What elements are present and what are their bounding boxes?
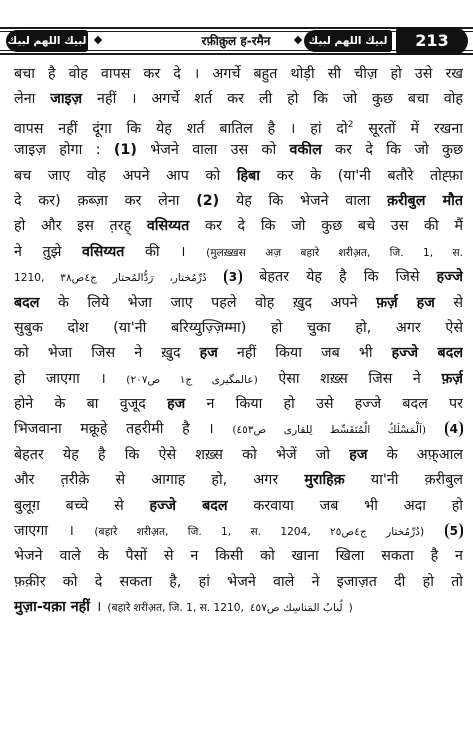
text-segment: कर के (या'नी बतौरे तोह्फ़ा: [260, 167, 463, 184]
text-segment: सूरतों में रखना: [353, 120, 463, 137]
line-text: [14, 214, 463, 239]
text-segment: भेजने वाले के पैसों से न किसी को खाना खिला सकता है न: [14, 548, 463, 565]
text-segment: बचा है वोह वापस कर दे । अगर्चे बहुत थोड़ी सी चीज़ हो उसे रख: [14, 66, 463, 82]
line-text: [14, 341, 463, 366]
text-segment: हो और इस त़रह्: [14, 218, 147, 235]
text-segment: या'नी क़रीबुल: [344, 472, 463, 489]
reference-citation: 1210,: [14, 272, 61, 285]
text-segment: हिबा: [236, 167, 261, 184]
line-text: [14, 316, 463, 341]
text-line: [14, 62, 463, 87]
text-line: [14, 544, 463, 569]
line-text: [14, 494, 463, 519]
text-segment: हज: [349, 446, 368, 463]
text-segment: (1): [113, 142, 137, 159]
text-segment: नहीं । अगर्चे शर्त कर ली हो कि जो कुछ बचा वोह: [82, 91, 463, 108]
text-segment: ऐसा शख़्स जिस ने: [257, 370, 442, 387]
text-segment: को भेजा जिस ने ख़ुद: [14, 345, 200, 362]
text-segment: करवाया जब भी अदा हो: [227, 497, 463, 514]
text-line: [14, 87, 463, 112]
text-line: [14, 164, 463, 189]
text-line: [14, 417, 463, 442]
reference-citation: ): [420, 526, 425, 539]
line-text: [14, 392, 463, 417]
text-segment: बेहतर येह है कि जिसे: [242, 269, 437, 286]
text-segment: की ।: [124, 243, 207, 260]
reference-citation: (बहारे शरीअ़त, जि. 1, स. 1204,: [94, 526, 331, 539]
header-right-tag-text: لبيك اللهم لبيك: [308, 35, 388, 47]
text-line: [14, 316, 463, 341]
text-segment: भिजवाना मक्रूहे तहरीमी है ।: [14, 421, 233, 438]
text-line: [14, 595, 463, 620]
text-segment: नहीं किया जब भी: [217, 345, 392, 362]
line-text: [14, 265, 463, 290]
text-segment: [207, 265, 224, 290]
text-line: [14, 468, 463, 493]
reference-citation: ): [348, 602, 353, 615]
text-segment: हो जाएगा ।: [14, 370, 127, 387]
text-segment: जाइज़: [50, 91, 83, 108]
header-right-tag: [304, 30, 392, 52]
line-text: [14, 138, 463, 163]
line-text: [14, 367, 463, 392]
line-text: [14, 291, 463, 316]
line-text: [14, 468, 463, 493]
text-segment: लेना: [14, 91, 51, 108]
text-segment: जाइज़ होगा :: [14, 142, 114, 159]
text-line: [14, 494, 463, 519]
line-text: [14, 164, 463, 189]
line-text: [14, 113, 463, 138]
text-segment: क़रीबुल मौत: [387, 192, 463, 209]
text-segment: वसिय्यत: [81, 243, 125, 260]
text-segment: बुलूग़ बच्चे से: [14, 497, 150, 514]
text-segment: कर दे कि जो कुछ: [321, 142, 463, 159]
text-segment: बेहतर येह है कि ऐसे शख़्स को भेजें जो: [14, 446, 350, 463]
text-segment: हज: [167, 396, 186, 413]
text-segment: 2: [347, 119, 354, 130]
header-left-tag: [6, 30, 88, 52]
text-segment: भेजने वाला उस को: [136, 142, 290, 159]
text-segment: और त़रीक़े से आगाह हो, अगर: [14, 472, 305, 489]
reference-citation: (मुलख़्ख़स अज़ बहारे शरीअ़त, जि. 1, स.: [206, 246, 463, 259]
text-segment: से: [434, 294, 463, 311]
text-segment: बच जाए वोह अपने आप को: [14, 167, 237, 184]
text-line: [14, 570, 463, 595]
reference-citation: دُرِّمُختار، رَدُّالمُحتار ج٤ص٣٨: [60, 272, 207, 285]
reference-citation: لُبابُ المَناسِك ص٤٥٧: [249, 602, 343, 615]
text-line: [14, 214, 463, 239]
ornament-icon: [294, 31, 302, 51]
text-line: [14, 519, 463, 544]
text-segment: हज्जे बदल: [391, 345, 463, 362]
text-segment: होने के बा वुजूद: [14, 396, 168, 413]
reference-citation: دُرِّمُختار ج٤ص٢٥: [330, 526, 420, 539]
text-segment: मुराहिक़: [304, 472, 345, 489]
rule-number-badge: 3: [224, 269, 242, 285]
line-text: [14, 189, 463, 214]
text-segment: [424, 519, 445, 544]
text-line: [14, 113, 463, 138]
text-line: [14, 265, 463, 290]
text-line: [14, 189, 463, 214]
text-segment: येह कि भेजने वाला: [219, 192, 388, 209]
text-segment: हज: [199, 345, 218, 362]
rule-number-badge: 5: [445, 523, 463, 539]
line-text: [14, 240, 463, 265]
text-segment: ने तुझे: [14, 243, 82, 260]
text-segment: वसिय्यत: [146, 218, 190, 235]
text-segment: [426, 417, 445, 442]
text-segment: के अफ़्आल: [367, 446, 463, 463]
text-segment: कर दे कि जो कुछ बचे उस की मैं: [189, 218, 463, 235]
line-text: [14, 570, 463, 595]
page-body: [14, 62, 463, 732]
line-text: [14, 62, 463, 87]
page-number: 213: [396, 27, 468, 55]
text-segment: वापस नहीं दूंगा कि येह शर्त बातिल है । हां दो: [14, 120, 348, 137]
text-segment: फ़क़ीर को दे सकता है, हां भेजने वाले ने इजाज़त दी हो तो: [14, 573, 463, 590]
text-segment: न किया हो उसे हज्जे बदल पर: [185, 396, 463, 413]
reference-citation: (اَلْمَسْلَكُ الْمُتَقَسِّط لِلقاری ص٤٥٣): [232, 424, 427, 437]
text-line: [14, 443, 463, 468]
line-text: [14, 519, 463, 544]
running-title: रफ़ीक़ुल ह-रमैन: [201, 34, 271, 48]
text-segment: वकील: [289, 142, 322, 159]
text-line: [14, 367, 463, 392]
text-segment: फ़र्ज़: [441, 370, 463, 387]
text-segment: दे कर) क़ब्ज़ा कर लेना: [14, 192, 197, 209]
text-segment: के लिये भेजा जाए पहले वोह ख़ुद अपने: [39, 294, 377, 311]
text-segment: बदल: [14, 294, 40, 311]
text-segment: ।: [95, 599, 102, 616]
ornament-icon: [94, 31, 102, 51]
text-segment: (2): [196, 192, 220, 209]
text-line: [14, 138, 463, 163]
text-segment: जाएगा ।: [14, 523, 95, 540]
page-header: [0, 0, 473, 60]
text-line: [14, 341, 463, 366]
reference-citation: (बहारे शरीअ़त, जि. 1, स. 1210,: [107, 602, 244, 615]
text-segment: सुबुक दोश (या'नी बरिय्युज़्ज़िम्मा) हो चुका हो, अगर ऐसे: [14, 319, 463, 336]
rule-number-badge: 4: [445, 421, 463, 437]
text-segment: फ़र्ज़ हज: [376, 294, 435, 311]
line-text: [14, 87, 463, 112]
text-line: [14, 291, 463, 316]
text-segment: मुज़ा-यक़ा नहीं: [14, 599, 90, 616]
text-line: [14, 392, 463, 417]
line-text: [14, 544, 463, 569]
line-text: [14, 417, 463, 442]
text-line: [14, 240, 463, 265]
text-segment: हज्जे: [436, 269, 463, 286]
text-segment: हज्जे बदल: [149, 497, 228, 514]
line-text: [14, 443, 463, 468]
reference-citation: (عالمگیری ج١ ص٢٠٧): [126, 373, 258, 386]
header-left-tag-text: لبيك اللهم لبيك: [7, 35, 87, 47]
